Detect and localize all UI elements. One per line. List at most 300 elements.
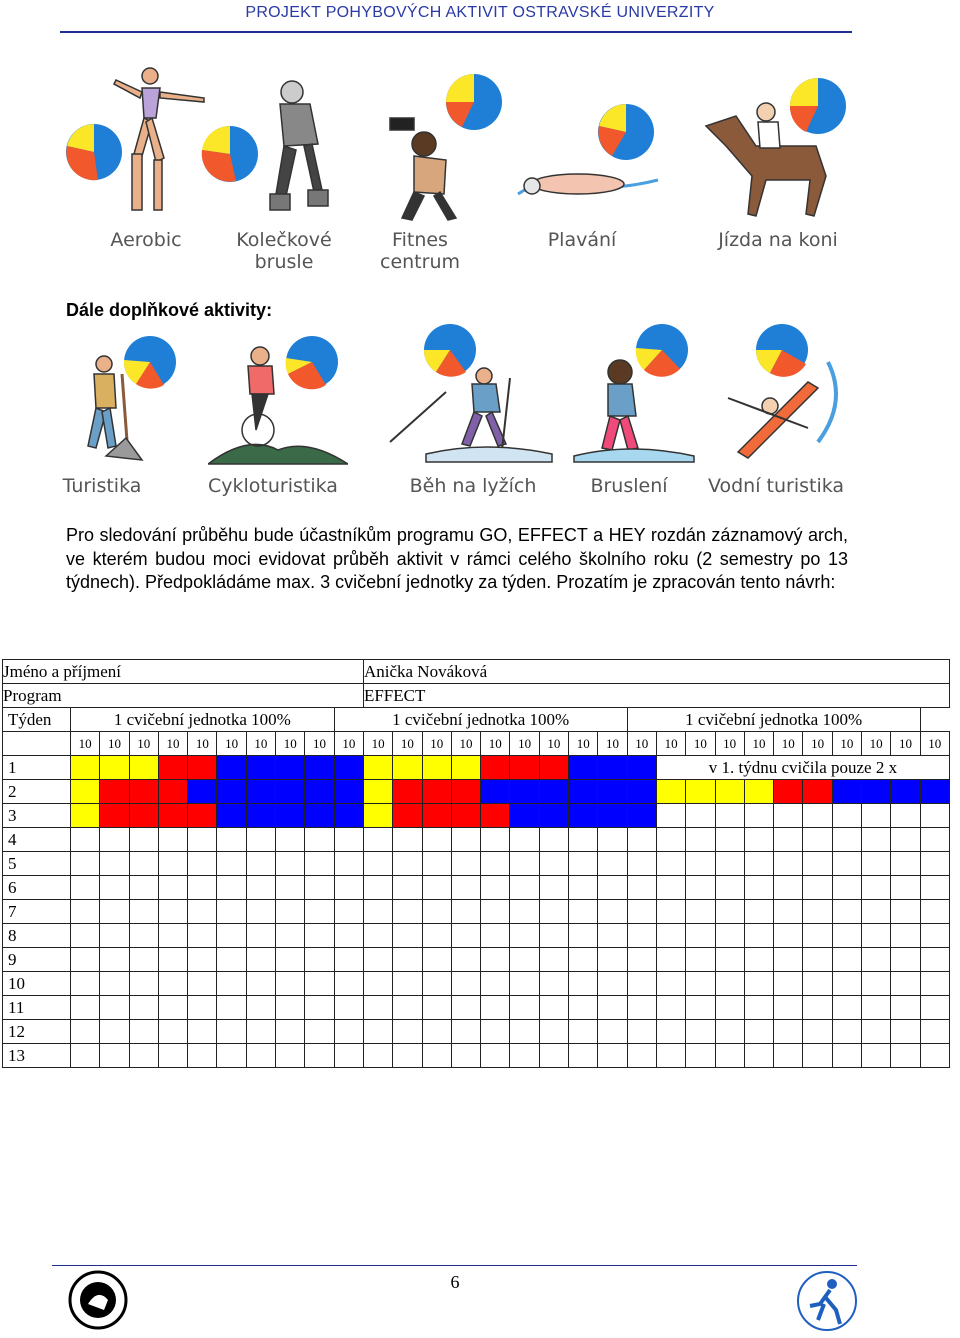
subunit-cell: 10 [862, 732, 891, 756]
activity-cell [891, 852, 920, 876]
activity-cell [598, 1044, 627, 1068]
activity-cell [569, 780, 598, 804]
activity-cell [393, 804, 422, 828]
activity-cell [569, 948, 598, 972]
subunit-cell: 10 [158, 732, 187, 756]
activity-cell [188, 876, 217, 900]
activity-cell [246, 780, 275, 804]
hiker-icon [66, 334, 186, 470]
activity-cell [627, 876, 656, 900]
activity-cell [510, 852, 539, 876]
activity-cell [744, 900, 773, 924]
activity-cell [276, 852, 305, 876]
activity-cell [832, 804, 861, 828]
activity-cell [569, 1044, 598, 1068]
activity-cell [598, 780, 627, 804]
activity-cell [598, 900, 627, 924]
activity-cell [627, 1020, 656, 1044]
activity-cell [71, 972, 100, 996]
activity-cell [305, 924, 334, 948]
activity-cell [774, 852, 803, 876]
activity-cell [363, 924, 392, 948]
cyclist-icon [208, 334, 348, 470]
row-program [3, 684, 950, 708]
activity-cell [920, 828, 949, 852]
caption-ice-skating: Bruslení [590, 475, 668, 497]
caption-inline-skating: Kolečkové brusle [236, 229, 332, 273]
activity-cell [451, 972, 480, 996]
activity-cell [891, 972, 920, 996]
activity-cell [71, 828, 100, 852]
activity-cell [100, 876, 129, 900]
activity-cell [920, 1020, 949, 1044]
riding-pie [790, 78, 846, 134]
activity-cell [774, 972, 803, 996]
activity-cell [305, 852, 334, 876]
week-number: 7 [3, 900, 71, 924]
week-number: 12 [3, 1020, 71, 1044]
activity-cell [832, 828, 861, 852]
activity-cell [598, 924, 627, 948]
unit-header: 1 cvičební jednotka 100% [71, 708, 335, 732]
activity-cell [627, 1044, 656, 1068]
activity-cell [393, 876, 422, 900]
activity-cell [656, 924, 685, 948]
activity-cell [744, 804, 773, 828]
activity-cell [891, 804, 920, 828]
activity-cell [276, 828, 305, 852]
activity-cell [569, 900, 598, 924]
activity-cell [305, 972, 334, 996]
activity-cell [774, 900, 803, 924]
activity-cell [539, 972, 568, 996]
activity-cell [100, 948, 129, 972]
caption-skiing: Běh na lyžích [409, 475, 537, 497]
activity-cell [188, 948, 217, 972]
activity-cell [276, 1020, 305, 1044]
activity-cell [422, 900, 451, 924]
activity-cell [188, 924, 217, 948]
activity-cell [422, 828, 451, 852]
activity-cell [188, 852, 217, 876]
activity-cell [188, 1044, 217, 1068]
activity-cell [832, 852, 861, 876]
subunit-cell: 10 [891, 732, 920, 756]
activity-cell [276, 804, 305, 828]
activity-cell [246, 804, 275, 828]
activity-cell [832, 924, 861, 948]
activity-cell [276, 972, 305, 996]
activity-cell [393, 1020, 422, 1044]
activity-cell [246, 948, 275, 972]
activity-cell [129, 900, 158, 924]
activity-cell [686, 972, 715, 996]
subunit-cell: 10 [656, 732, 685, 756]
activity-cell [129, 1044, 158, 1068]
activity-cell [627, 972, 656, 996]
horse-rider-icon [696, 76, 856, 226]
subunit-cell: 10 [539, 732, 568, 756]
activity-cell [862, 900, 891, 924]
activity-cell [656, 1044, 685, 1068]
activity-cell [158, 828, 187, 852]
activity-cell [891, 780, 920, 804]
activity-cell [539, 852, 568, 876]
activity-cell [71, 1020, 100, 1044]
activity-cell [246, 876, 275, 900]
activity-cell [334, 1044, 363, 1068]
activity-cell [246, 924, 275, 948]
activity-cell [71, 996, 100, 1020]
unit-header: 1 cvičební jednotka 100% [334, 708, 627, 732]
activity-cell [539, 756, 568, 780]
activity-cell [129, 828, 158, 852]
activity-cell [451, 1020, 480, 1044]
activity-cell [627, 804, 656, 828]
activity-cell [188, 972, 217, 996]
activity-cell [627, 756, 656, 780]
activity-cell [686, 948, 715, 972]
activity-cell [393, 948, 422, 972]
activity-cell [71, 924, 100, 948]
inline-skater-icon [200, 74, 360, 224]
activity-cell [569, 804, 598, 828]
activity-cell [363, 1044, 392, 1068]
activity-cell [71, 852, 100, 876]
activity-cell [71, 900, 100, 924]
activity-cell [656, 804, 685, 828]
activity-cell [393, 828, 422, 852]
row-units [3, 708, 950, 732]
activity-cell [363, 1020, 392, 1044]
activity-cell [158, 948, 187, 972]
subunit-cell: 10 [774, 732, 803, 756]
week-row [3, 828, 950, 852]
activity-cell [656, 972, 685, 996]
activity-cell [539, 996, 568, 1020]
subunit-cell: 10 [188, 732, 217, 756]
activity-cell [569, 756, 598, 780]
week-row [3, 996, 950, 1020]
activity-cell [158, 876, 187, 900]
activity-cell [686, 804, 715, 828]
activity-cell [451, 756, 480, 780]
activity-cell [656, 1020, 685, 1044]
activity-cell [276, 1044, 305, 1068]
activity-cell [510, 972, 539, 996]
activity-cell [246, 852, 275, 876]
activity-cell [627, 948, 656, 972]
activity-cell [71, 1044, 100, 1068]
activity-cell [569, 972, 598, 996]
activity-cell [862, 924, 891, 948]
activity-cell [744, 1044, 773, 1068]
activity-cell [246, 756, 275, 780]
activity-cell [510, 1044, 539, 1068]
activity-cell [451, 828, 480, 852]
activity-cell [276, 996, 305, 1020]
activity-cell [862, 780, 891, 804]
activity-cell [803, 852, 832, 876]
activity-cell [920, 804, 949, 828]
activity-cell [305, 1044, 334, 1068]
activity-cell [188, 780, 217, 804]
activity-cell [246, 1044, 275, 1068]
activity-cell [774, 828, 803, 852]
activity-cell [686, 900, 715, 924]
activity-cell [832, 996, 861, 1020]
activity-cell [832, 1044, 861, 1068]
hiking-pie [124, 336, 176, 389]
activity-cell [862, 828, 891, 852]
runner-logo-icon [796, 1270, 858, 1332]
activity-cell [481, 1044, 510, 1068]
subunit-cell: 10 [334, 732, 363, 756]
activity-cell [569, 852, 598, 876]
activity-cell [569, 1020, 598, 1044]
activity-cell [627, 900, 656, 924]
activity-cell [451, 1044, 480, 1068]
activity-cell [598, 876, 627, 900]
activity-cell [510, 924, 539, 948]
activity-cell [217, 924, 246, 948]
cycling-pie [286, 336, 338, 389]
activity-cell [100, 780, 129, 804]
activity-cell [217, 1044, 246, 1068]
activity-cell [539, 804, 568, 828]
activity-cell [539, 1044, 568, 1068]
week-number: 11 [3, 996, 71, 1020]
activity-cell [656, 828, 685, 852]
activity-cell [832, 972, 861, 996]
activity-cell [363, 852, 392, 876]
activity-cell [100, 756, 129, 780]
activity-cell [276, 780, 305, 804]
week-row [3, 948, 950, 972]
activity-cell [451, 780, 480, 804]
activity-cell [803, 972, 832, 996]
activity-cell [451, 924, 480, 948]
activity-cell [334, 852, 363, 876]
activity-cell [305, 780, 334, 804]
activity-cell [510, 996, 539, 1020]
row-name [3, 660, 950, 684]
activity-cell [686, 1020, 715, 1044]
activity-cell [832, 876, 861, 900]
activity-cell [715, 948, 744, 972]
subunit-cell: 10 [744, 732, 773, 756]
activity-cell [744, 972, 773, 996]
subunit-cell: 10 [598, 732, 627, 756]
subunit-spacer [3, 732, 71, 756]
activity-cell [100, 1020, 129, 1044]
activity-cell [334, 948, 363, 972]
subunit-cell: 10 [276, 732, 305, 756]
skier-icon [386, 322, 556, 468]
unit-header: 1 cvičební jednotka 100% [627, 708, 920, 732]
activity-cell [862, 948, 891, 972]
activity-cell [276, 900, 305, 924]
activity-cell [686, 828, 715, 852]
intro-paragraph: Pro sledování průběhu bude účastníkům programu GO, EFFECT a HEY rozdán záznamový arch, ve kterém budou moci evidovat průběh aktivit v rámci celého školního roku (2 semestry po 13 týdnech). Předpokládáme max. 3 cvičební jednotky za týden. Prozatím je zpracován tento návrh: [66, 525, 848, 592]
activity-cell [363, 828, 392, 852]
activity-cell [862, 996, 891, 1020]
activity-cell [158, 852, 187, 876]
week-number: 8 [3, 924, 71, 948]
activity-cell [451, 804, 480, 828]
week-number: 9 [3, 948, 71, 972]
activity-cell [246, 996, 275, 1020]
activity-cell [803, 804, 832, 828]
activity-cell [334, 804, 363, 828]
skater-pie [202, 126, 258, 182]
activity-cell [686, 852, 715, 876]
activity-cell [129, 996, 158, 1020]
subunit-cell: 10 [363, 732, 392, 756]
activity-cell [305, 948, 334, 972]
activity-cell [129, 1020, 158, 1044]
week-row [3, 900, 950, 924]
activity-cell [100, 972, 129, 996]
activity-cell [422, 804, 451, 828]
subunit-cell: 10 [305, 732, 334, 756]
activity-cell [891, 996, 920, 1020]
activity-cell [334, 972, 363, 996]
caption-cycling: Cykloturistika [208, 475, 338, 497]
activity-cell [217, 852, 246, 876]
activity-cell [686, 924, 715, 948]
week-row [3, 876, 950, 900]
activity-cell [862, 876, 891, 900]
activity-cell [774, 996, 803, 1020]
activity-cell [393, 924, 422, 948]
activity-cell [100, 804, 129, 828]
header-rule [60, 31, 852, 33]
subunit-cell: 10 [422, 732, 451, 756]
activity-cell [627, 852, 656, 876]
activity-cell [158, 804, 187, 828]
activity-cell [832, 948, 861, 972]
activity-cell [510, 876, 539, 900]
subunit-cell: 10 [715, 732, 744, 756]
activity-cell [803, 900, 832, 924]
activity-cell [774, 948, 803, 972]
activity-cell [129, 852, 158, 876]
activity-cell [686, 876, 715, 900]
activity-cell [920, 972, 949, 996]
activity-cell [481, 948, 510, 972]
activity-cell [129, 948, 158, 972]
activity-cell [71, 780, 100, 804]
activity-cell [715, 852, 744, 876]
activity-cell [305, 1020, 334, 1044]
activity-cell [862, 972, 891, 996]
activity-cell [510, 948, 539, 972]
activity-cell [100, 1044, 129, 1068]
activity-cell [158, 756, 187, 780]
activity-cell [393, 1044, 422, 1068]
activity-cell [71, 876, 100, 900]
activity-cell [862, 1020, 891, 1044]
subunit-cell: 10 [481, 732, 510, 756]
activity-cell [188, 900, 217, 924]
activity-cell [246, 828, 275, 852]
activity-cell [920, 948, 949, 972]
subunit-cell: 10 [451, 732, 480, 756]
activity-cell [71, 804, 100, 828]
subunit-cell: 10 [129, 732, 158, 756]
activity-cell [803, 924, 832, 948]
activity-cell [422, 1044, 451, 1068]
activity-cell [920, 996, 949, 1020]
row-subunits [3, 732, 950, 756]
activity-cell [481, 972, 510, 996]
activity-cell [129, 924, 158, 948]
subunit-cell: 10 [510, 732, 539, 756]
activity-cell [217, 948, 246, 972]
activity-cell [393, 780, 422, 804]
activity-cell [832, 1020, 861, 1044]
activity-cell [832, 780, 861, 804]
activity-cell [451, 996, 480, 1020]
activity-cell [627, 780, 656, 804]
activity-cell [246, 900, 275, 924]
fitness-pie [446, 74, 502, 130]
caption-horse-riding: Jízda na koni [718, 229, 838, 251]
activity-cell [129, 972, 158, 996]
activity-cell [510, 780, 539, 804]
activity-cell [569, 996, 598, 1020]
activity-cell [129, 876, 158, 900]
swimmer-icon [508, 104, 668, 224]
activity-cell [686, 1044, 715, 1068]
activity-cell [393, 852, 422, 876]
week-number: 6 [3, 876, 71, 900]
activity-cell [803, 1020, 832, 1044]
activity-cell [774, 780, 803, 804]
activity-cell [422, 756, 451, 780]
activity-cell [363, 804, 392, 828]
activity-cell [569, 828, 598, 852]
activity-cell [334, 996, 363, 1020]
activity-cell [510, 828, 539, 852]
activity-cell [188, 1020, 217, 1044]
week-number: 4 [3, 828, 71, 852]
activity-cell [129, 756, 158, 780]
activity-cell [920, 852, 949, 876]
program-value: EFFECT [363, 684, 949, 708]
kayaking-pie [756, 324, 808, 377]
activity-cell [393, 972, 422, 996]
activity-cell [305, 876, 334, 900]
activity-cell [422, 780, 451, 804]
activity-cell [100, 996, 129, 1020]
activity-cell [598, 1020, 627, 1044]
activity-cell [744, 876, 773, 900]
activity-cell [656, 780, 685, 804]
ice-skating-pie [636, 324, 688, 377]
program-label: Program [3, 684, 364, 708]
subunit-cell: 10 [569, 732, 598, 756]
activity-cell [715, 924, 744, 948]
activity-cell [627, 924, 656, 948]
activity-cell [305, 828, 334, 852]
activity-cell [891, 1044, 920, 1068]
week1-note: v 1. týdnu cvičila pouze 2 x [656, 756, 949, 780]
activity-cell [920, 1044, 949, 1068]
activity-cell [481, 1020, 510, 1044]
activity-cell [246, 1020, 275, 1044]
